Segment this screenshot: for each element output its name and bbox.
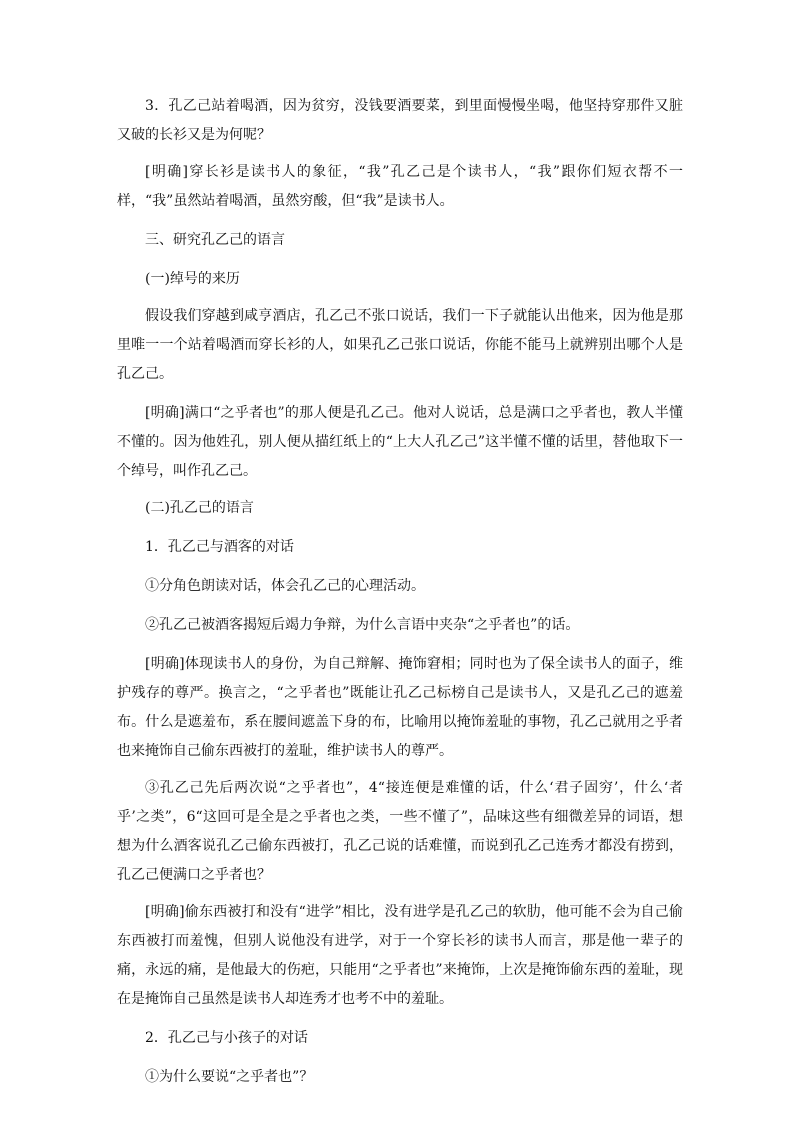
answer-paragraph: [明确]满口“之乎者也”的那人便是孔乙己。他对人说话，总是满口之乎者也，教人半懂不懂的。因为他姓孔，别人便从描红纸上的“上大人孔乙己”这半懂不懂的话里，替他取下一个绰号，叫作孔乙己。: [117, 405, 683, 479]
subsection-heading: (二)孔乙己的语言: [145, 500, 254, 516]
answer-paragraph: [明确]穿长衫是读书人的象征，“我”孔乙己是个读书人，“我”跟你们短衣帮不一样，“我”虽然站着喝酒，虽然穷酸，但“我”是读书人。: [117, 164, 683, 209]
list-item: ①分角色朗读对话，体会孔乙己的心理活动。: [145, 578, 425, 594]
numbered-heading: 1．孔乙己与酒客的对话: [145, 539, 294, 555]
question-3-paragraph: 3．孔乙己站着喝酒，因为贫穷，没钱要酒要菜，到里面慢慢坐喝，他坚持穿那件又脏又破的长衫又是为何呢？: [117, 98, 683, 143]
document-page: [117, 92, 683, 1092]
answer-paragraph: [明确]偷东西被打和没有“进学”相比，没有进学是孔乙己的软肋，他可能不会为自己偷东西被打而羞愧，但别人说他没有进学，对于一个穿长衫的读书人而言，那是他一辈子的痛，永远的痛，是他最大的伤疤，只能用“之乎者也”来掩饰，上次是掩饰偷东西的羞耻，现在是掩饰自己虽然是读书人却连秀才也考不中的羞耻。: [117, 904, 683, 1007]
list-item: ①为什么要说“之乎者也”？: [145, 1069, 314, 1085]
body-paragraph: 假设我们穿越到咸亨酒店，孔乙己不张口说话，我们一下子就能认出他来，因为他是那里唯一一个站着喝酒而穿长衫的人，如果孔乙己张口说话，你能不能马上就辨别出哪个人是孔乙己。: [117, 308, 683, 382]
section-heading: 三、研究孔乙己的语言: [145, 232, 285, 248]
subsection-heading: (一)绰号的来历: [145, 271, 240, 287]
answer-paragraph: [明确]体现读书人的身份，为自己辩解、掩饰窘相；同时也为了保全读书人的面子，维护残存的尊严。换言之，“之乎者也”既能让孔乙己标榜自己是读书人，又是孔乙己的遮羞布。什么是遮羞布，系在腰间遮盖下身的布，比喻用以掩饰羞耻的事物，孔乙己就用之乎者也来掩饰自己偷东西被打的羞耻，维护读书人的尊严。: [117, 656, 683, 759]
list-item: ②孔乙己被酒客揭短后竭力争辩，为什么言语中夹杂“之乎者也”的话。: [145, 617, 580, 633]
list-item: ③孔乙己先后两次说“之乎者也”，4“接连便是难懂的话，什么‘君子固穷’，什么‘者乎’之类”，6“这回可是全是之乎者也之类，一些不懂了”，品味这些有细微差异的词语，想想为什么酒客说孔乙己偷东西被打，孔乙己说的话难懂，而说到孔乙己连秀才都没有捞到，孔乙己便满口之乎者也？: [117, 780, 683, 883]
numbered-heading: 2．孔乙己与小孩子的对话: [145, 1030, 308, 1046]
